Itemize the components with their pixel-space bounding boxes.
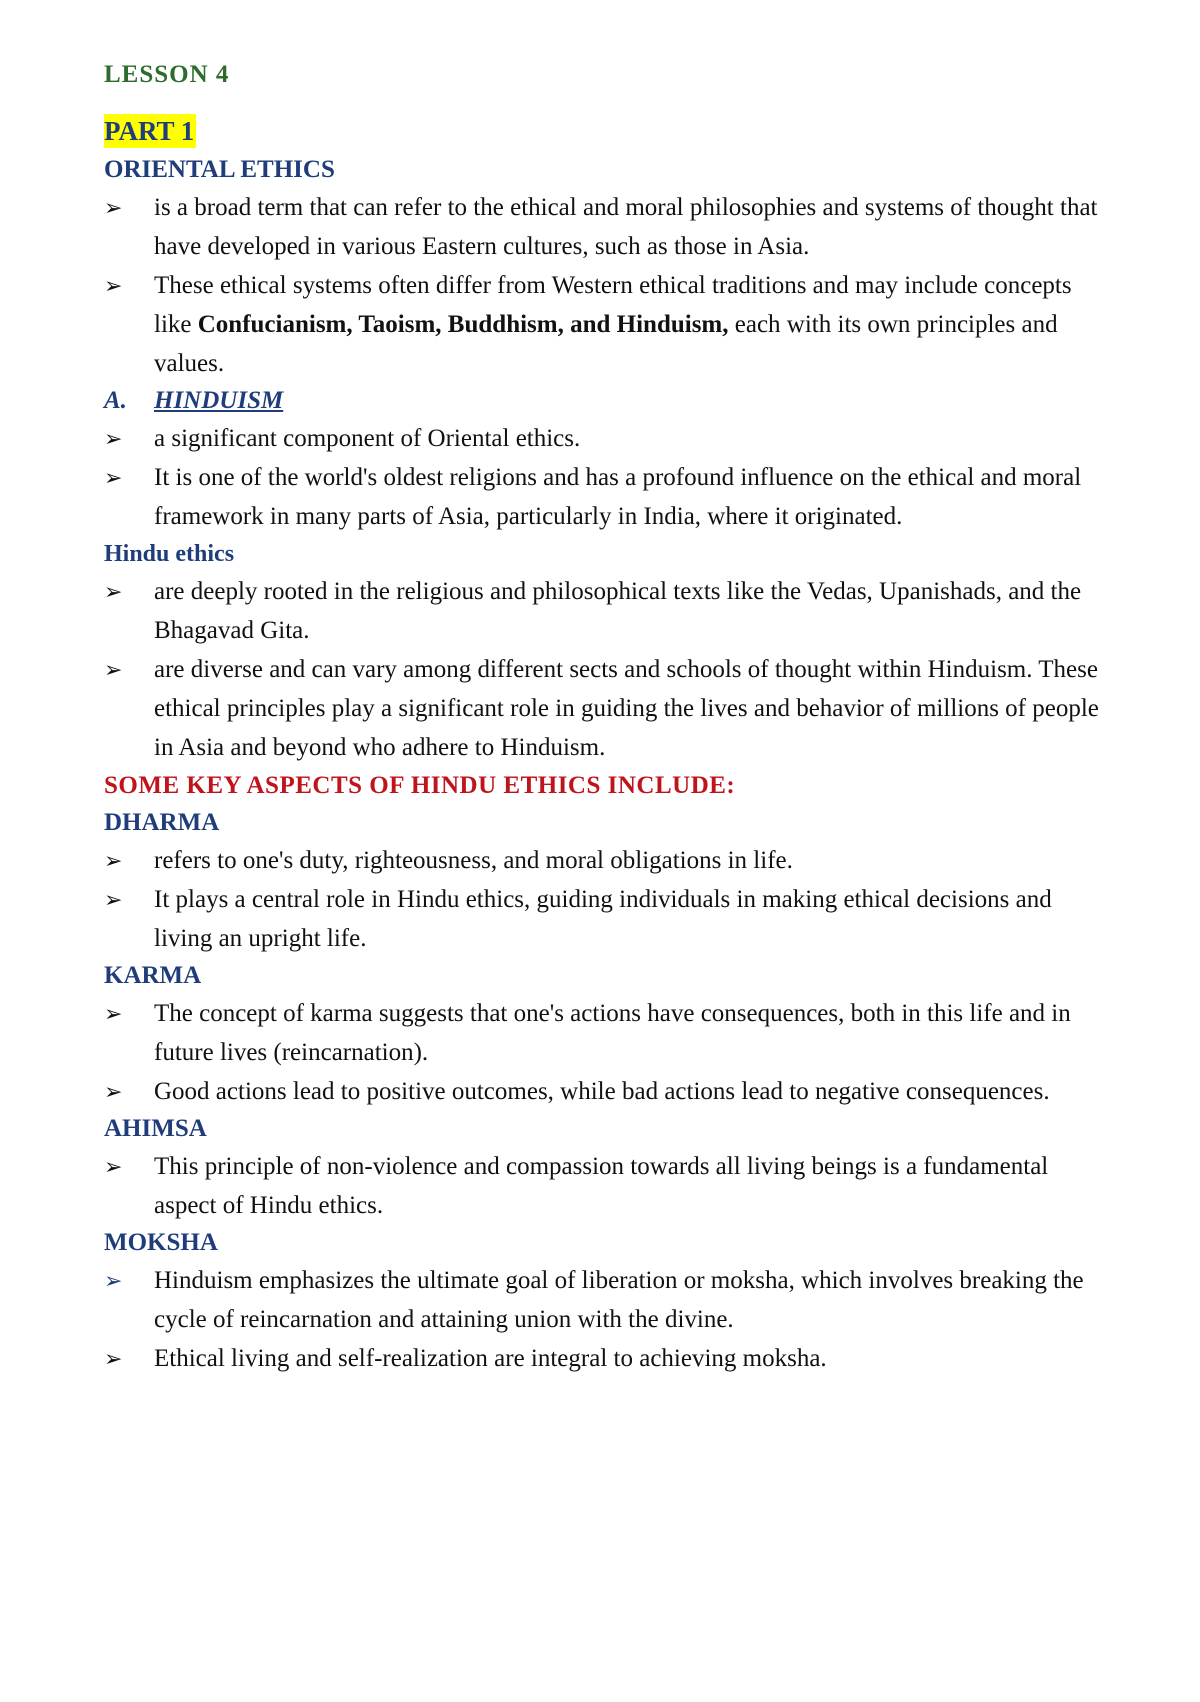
oriental-ethics-list [104, 188, 1104, 383]
bullet-text: refers to one's duty, righteousness, and moral obligations in life. [154, 847, 793, 874]
key-aspects-heading: SOME KEY ASPECTS OF HINDU ETHICS INCLUDE: [104, 772, 736, 799]
hindu-ethics-heading: Hindu ethics [104, 541, 235, 567]
ahimsa-list [104, 1147, 1104, 1225]
arrow-bullet-icon: ➢ [104, 1154, 123, 1179]
arrow-bullet-icon: ➢ [104, 1001, 123, 1026]
arrow-bullet-icon: ➢ [104, 1268, 123, 1293]
dharma-list [104, 841, 1104, 958]
list-item [104, 1261, 1104, 1339]
bullet-text-part: These ethical systems often differ from Western ethical traditions and may include concepts like [154, 272, 1072, 338]
list-item [104, 188, 1104, 266]
section-letter: A. [104, 387, 127, 414]
arrow-bullet-icon: ➢ [104, 579, 123, 604]
bullet-text: The concept of karma suggests that one's actions have consequences, both in this life and in future lives (reincarnation). [154, 1000, 1071, 1066]
arrow-bullet-icon: ➢ [104, 1346, 123, 1371]
arrow-bullet-icon: ➢ [104, 465, 123, 490]
list-item [104, 1147, 1104, 1225]
arrow-bullet-icon: ➢ [104, 273, 123, 298]
list-item [104, 994, 1104, 1072]
ahimsa-heading: AHIMSA [104, 1115, 207, 1142]
bullet-text: It plays a central role in Hindu ethics, guiding individuals in making ethical decisions and living an upright life. [154, 886, 1052, 952]
bullet-text: are diverse and can vary among different sects and schools of thought within Hinduism. These ethical principles play a significant role in guiding the lives and behavior of millions of people in Asia and beyond who adhere to Hinduism. [154, 656, 1099, 761]
bullet-text: Ethical living and self-realization are integral to achieving moksha. [154, 1345, 827, 1372]
bullet-text: It is one of the world's oldest religions and has a profound influence on the ethical and moral framework in many parts of Asia, particularly in India, where it originated. [154, 464, 1082, 530]
arrow-bullet-icon: ➢ [104, 657, 123, 682]
list-item [104, 841, 1104, 880]
bullet-text: Hinduism emphasizes the ultimate goal of liberation or moksha, which involves breaking the cycle of reincarnation and attaining union with the divine. [154, 1267, 1084, 1333]
hinduism-title: HINDUISM [154, 387, 284, 414]
arrow-bullet-icon: ➢ [104, 848, 123, 873]
list-item [104, 266, 1104, 383]
bullet-text: a significant component of Oriental ethics. [154, 425, 581, 452]
moksha-list [104, 1261, 1104, 1378]
list-item [104, 1339, 1104, 1378]
oriental-ethics-heading: ORIENTAL ETHICS [104, 156, 335, 183]
part-label: PART 1 [104, 116, 195, 146]
arrow-bullet-icon: ➢ [104, 426, 123, 451]
list-item [104, 650, 1104, 767]
bullet-text: is a broad term that can refer to the ethical and moral philosophies and systems of thought that have developed in various Eastern cultures, such as those in Asia. [154, 194, 1098, 260]
hinduism-list [104, 419, 1104, 536]
arrow-bullet-icon: ➢ [104, 887, 123, 912]
hinduism-subheading [104, 383, 1104, 419]
list-item [104, 1072, 1104, 1111]
bullet-text: are deeply rooted in the religious and philosophical texts like the Vedas, Upanishads, and the Bhagavad Gita. [154, 578, 1082, 644]
list-item [104, 880, 1104, 958]
lesson-title: LESSON 4 [104, 61, 230, 88]
list-item [104, 458, 1104, 536]
arrow-bullet-icon: ➢ [104, 1079, 123, 1104]
list-item [104, 572, 1104, 650]
document-body [104, 58, 1104, 1378]
bullet-text-part: each with its own principles and values. [154, 311, 1058, 377]
list-item [104, 419, 1104, 458]
dharma-heading: DHARMA [104, 809, 220, 836]
moksha-heading: MOKSHA [104, 1229, 218, 1256]
bullet-text: Good actions lead to positive outcomes, while bad actions lead to negative consequences. [154, 1078, 1050, 1105]
karma-list [104, 994, 1104, 1111]
bullet-text: This principle of non-violence and compassion towards all living beings is a fundamental aspect of Hindu ethics. [154, 1153, 1049, 1219]
bullet-text [154, 266, 1104, 383]
karma-heading: KARMA [104, 962, 202, 989]
hindu-ethics-list [104, 572, 1104, 767]
bold-religions: Confucianism, Taoism, Buddhism, and Hinduism, [197, 311, 729, 338]
arrow-bullet-icon: ➢ [104, 195, 123, 220]
